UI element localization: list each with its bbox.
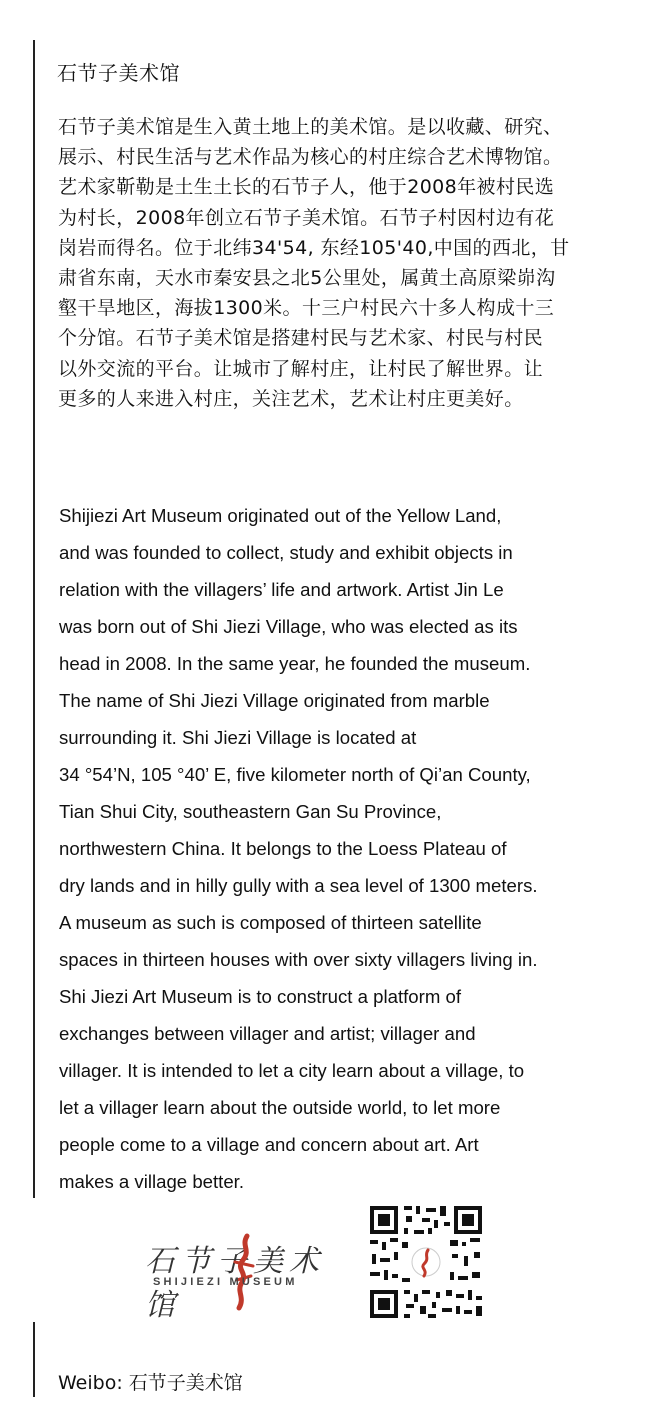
en-line: head in 2008. In the same year, he founded the museum.	[59, 653, 531, 674]
zh-line: 个分馆。石节子美术馆是搭建村民与艺术家、村民与村民	[58, 327, 544, 350]
museum-logo	[145, 1228, 345, 1323]
en-line: makes a village better.	[59, 1171, 245, 1192]
en-line: relation with the villagers’ life and artwork. Artist Jin Le	[59, 579, 504, 600]
chinese-description	[58, 112, 618, 414]
zh-line: 展示、村民生活与艺术作品为核心的村庄综合艺术博物馆。	[58, 146, 563, 169]
left-rule-top	[33, 40, 35, 1198]
logo-figure-icon	[227, 1232, 263, 1312]
en-line: dry lands and in hilly gully with a sea level of 1300 meters.	[59, 875, 538, 896]
zh-line: 更多的人来进入村庄，关注艺术，艺术让村庄更美好。	[58, 387, 524, 410]
en-line: The name of Shi Jiezi Village originated from marble	[59, 690, 490, 711]
en-line: let a villager learn about the outside world, to let more	[59, 1097, 501, 1118]
zh-line: 为村长，2008年创立石节子美术馆。石节子村因村边有花	[58, 206, 555, 229]
logo-chinese: 石节子美术馆	[145, 1244, 325, 1323]
weibo-handle: Weibo: 石节子美术馆	[58, 1372, 243, 1394]
qr-code-icon	[366, 1202, 486, 1322]
zh-line: 肃省东南，天水市秦安县之北5公里处，属黄土高原梁峁沟	[58, 267, 556, 290]
en-line: spaces in thirteen houses with over sixty villagers living in.	[59, 949, 538, 970]
english-description	[59, 497, 629, 1200]
zh-line: 艺术家靳勒是土生土长的石节子人，他于2008年被村民选	[58, 176, 555, 199]
zh-line: 以外交流的平台。让城市了解村庄，让村民了解世界。让	[58, 357, 544, 380]
zh-line: 岗岩而得名。位于北纬34'54, 东经105'40,中国的西北，甘	[58, 236, 570, 259]
en-line: exchanges between villager and artist; villager and	[59, 1023, 476, 1044]
left-rule-bottom	[33, 1322, 35, 1397]
en-line: Tian Shui City, southeastern Gan Su Province,	[59, 801, 442, 822]
en-line: Shijiezi Art Museum originated out of the Yellow Land,	[59, 505, 502, 526]
en-line: 34 °54’N, 105 °40’ E, five kilometer north of Qi’an County,	[59, 764, 531, 785]
page-title: 石节子美术馆	[57, 61, 180, 85]
en-line: was born out of Shi Jiezi Village, who was elected as its	[59, 616, 518, 637]
en-line: surrounding it. Shi Jiezi Village is located at	[59, 727, 417, 748]
en-line: A museum as such is composed of thirteen satellite	[59, 912, 482, 933]
en-line: and was founded to collect, study and exhibit objects in	[59, 542, 513, 563]
en-line: villager. It is intended to let a city learn about a village, to	[59, 1060, 525, 1081]
en-line: northwestern China. It belongs to the Loess Plateau of	[59, 838, 507, 859]
zh-line: 石节子美术馆是生入黄土地上的美术馆。是以收藏、研究、	[58, 116, 563, 138]
zh-line: 壑干旱地区，海拔1300米。十三户村民六十多人构成十三	[58, 297, 555, 320]
en-line: people come to a village and concern about art. Art	[59, 1134, 479, 1155]
logo-english: SHIJIEZI MUSEUM	[153, 1276, 298, 1288]
en-line: Shi Jiezi Art Museum is to construct a platform of	[59, 986, 461, 1007]
